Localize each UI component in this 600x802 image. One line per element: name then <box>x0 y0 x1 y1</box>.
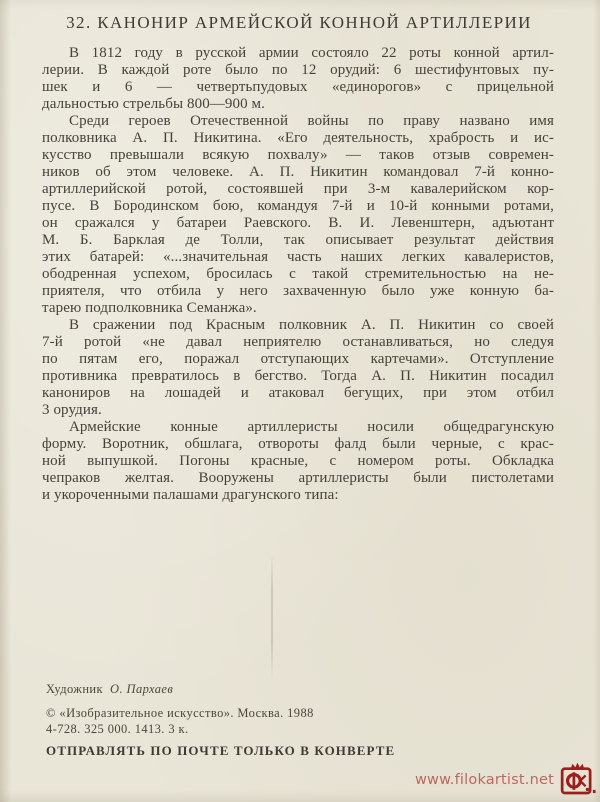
text-line: чепраков желтая. Вооружены артиллеристы были пистолетами <box>42 470 554 486</box>
paragraph <box>42 45 554 113</box>
text-line: полковника А. П. Никитина. «Его деятельность, храбрость и ис- <box>42 130 554 146</box>
paper-crease <box>271 552 273 680</box>
watermark <box>415 761 596 798</box>
text-line: артиллерийской ротой, состоявшей при 3-м кавалерийском кор- <box>42 181 554 197</box>
paragraph <box>42 113 554 317</box>
filokartist-crest-icon <box>559 761 596 798</box>
text-line: Армейские конные артиллеристы носили общедрагунскую <box>69 419 554 435</box>
mailing-notice: ОТПРАВЛЯТЬ ПО ПОЧТЕ ТОЛЬКО В КОНВЕРТЕ <box>46 743 396 758</box>
text-line: шек и 6 — четвертьпудовых «единорогов» с прицельной <box>42 79 554 95</box>
watermark-url: www.filokartist.net <box>414 771 554 788</box>
text-line: В 1812 году в русской армии состояло 22 роты конной артил- <box>69 45 554 61</box>
text-line: дальностью стрельбы 800—900 м. <box>42 96 265 112</box>
text-line: пусе. В Бородинском бою, командуя 7-й и 10-й конными ротами, <box>42 198 554 214</box>
text-line: Среди героев Отечественной войны по праву названо имя <box>69 113 554 129</box>
text-line: В сражении под Красным полковник А. П. Никитин со своей <box>69 317 554 333</box>
imprint-block <box>46 682 314 737</box>
artist-name: О. Пархаев <box>110 682 174 696</box>
text-line: М. Б. Барклая де Толли, так описывает результат действия <box>42 232 554 248</box>
text-line: этих батарей: «...значительная часть наших легких кавалеристов, <box>42 249 554 265</box>
artist-label: Художник <box>46 682 103 696</box>
text-line: тарею подполковника Семанжа». <box>42 300 257 316</box>
text-line: канониров на лошадей и атаковал бегущих, при этом отбил <box>42 385 554 401</box>
text-line: 3 орудия. <box>42 402 102 418</box>
text-line: по пятам его, поражал отступающих картечами». Отступление <box>42 351 554 367</box>
text-line: лерии. В каждой роте было по 12 орудий: 6 шестифунтовых пу- <box>42 62 554 78</box>
text-line: он сражался у батареи Раевского. В. И. Левенштерн, адъютант <box>42 215 554 231</box>
text-line: противника превратилось в бегство. Тогда А. П. Никитин посадил <box>42 368 554 384</box>
text-line: ников об этом человеке. А. П. Никитин командовал 7-й конно- <box>42 164 554 180</box>
artist-credit <box>46 682 314 697</box>
text-line: приятеля, что отбила у него захваченную было уже конную ба- <box>42 283 554 299</box>
text-line: и укороченными палашами драгунского типа: <box>42 487 339 503</box>
card-title: 32. КАНОНИР АРМЕЙСКОЙ КОННОЙ АРТИЛЛЕРИИ <box>66 13 532 32</box>
text-line: 7-й ротой «не давал неприятелю останавливаться, но следуя <box>42 334 554 350</box>
text-line: форму. Воротник, обшлага, отвороты фалд были черные, с крас- <box>42 436 554 452</box>
copyright-line: © «Изобразительное искусство». Москва. 1988 <box>46 706 314 720</box>
text-line: кусство превышали всякую похвалу» — таков отзыв современ- <box>42 147 554 163</box>
paragraph <box>42 317 554 419</box>
print-code-line: 4-728. 325 000. 1413. 3 к. <box>46 722 189 736</box>
text-line: ободренная успехом, бросилась с такой стремительностью на не- <box>42 266 554 282</box>
article-body <box>42 45 554 504</box>
text-line: ной выпушкой. Погоны красные, с номером роты. Обкладка <box>42 453 554 469</box>
paragraph <box>42 419 554 504</box>
